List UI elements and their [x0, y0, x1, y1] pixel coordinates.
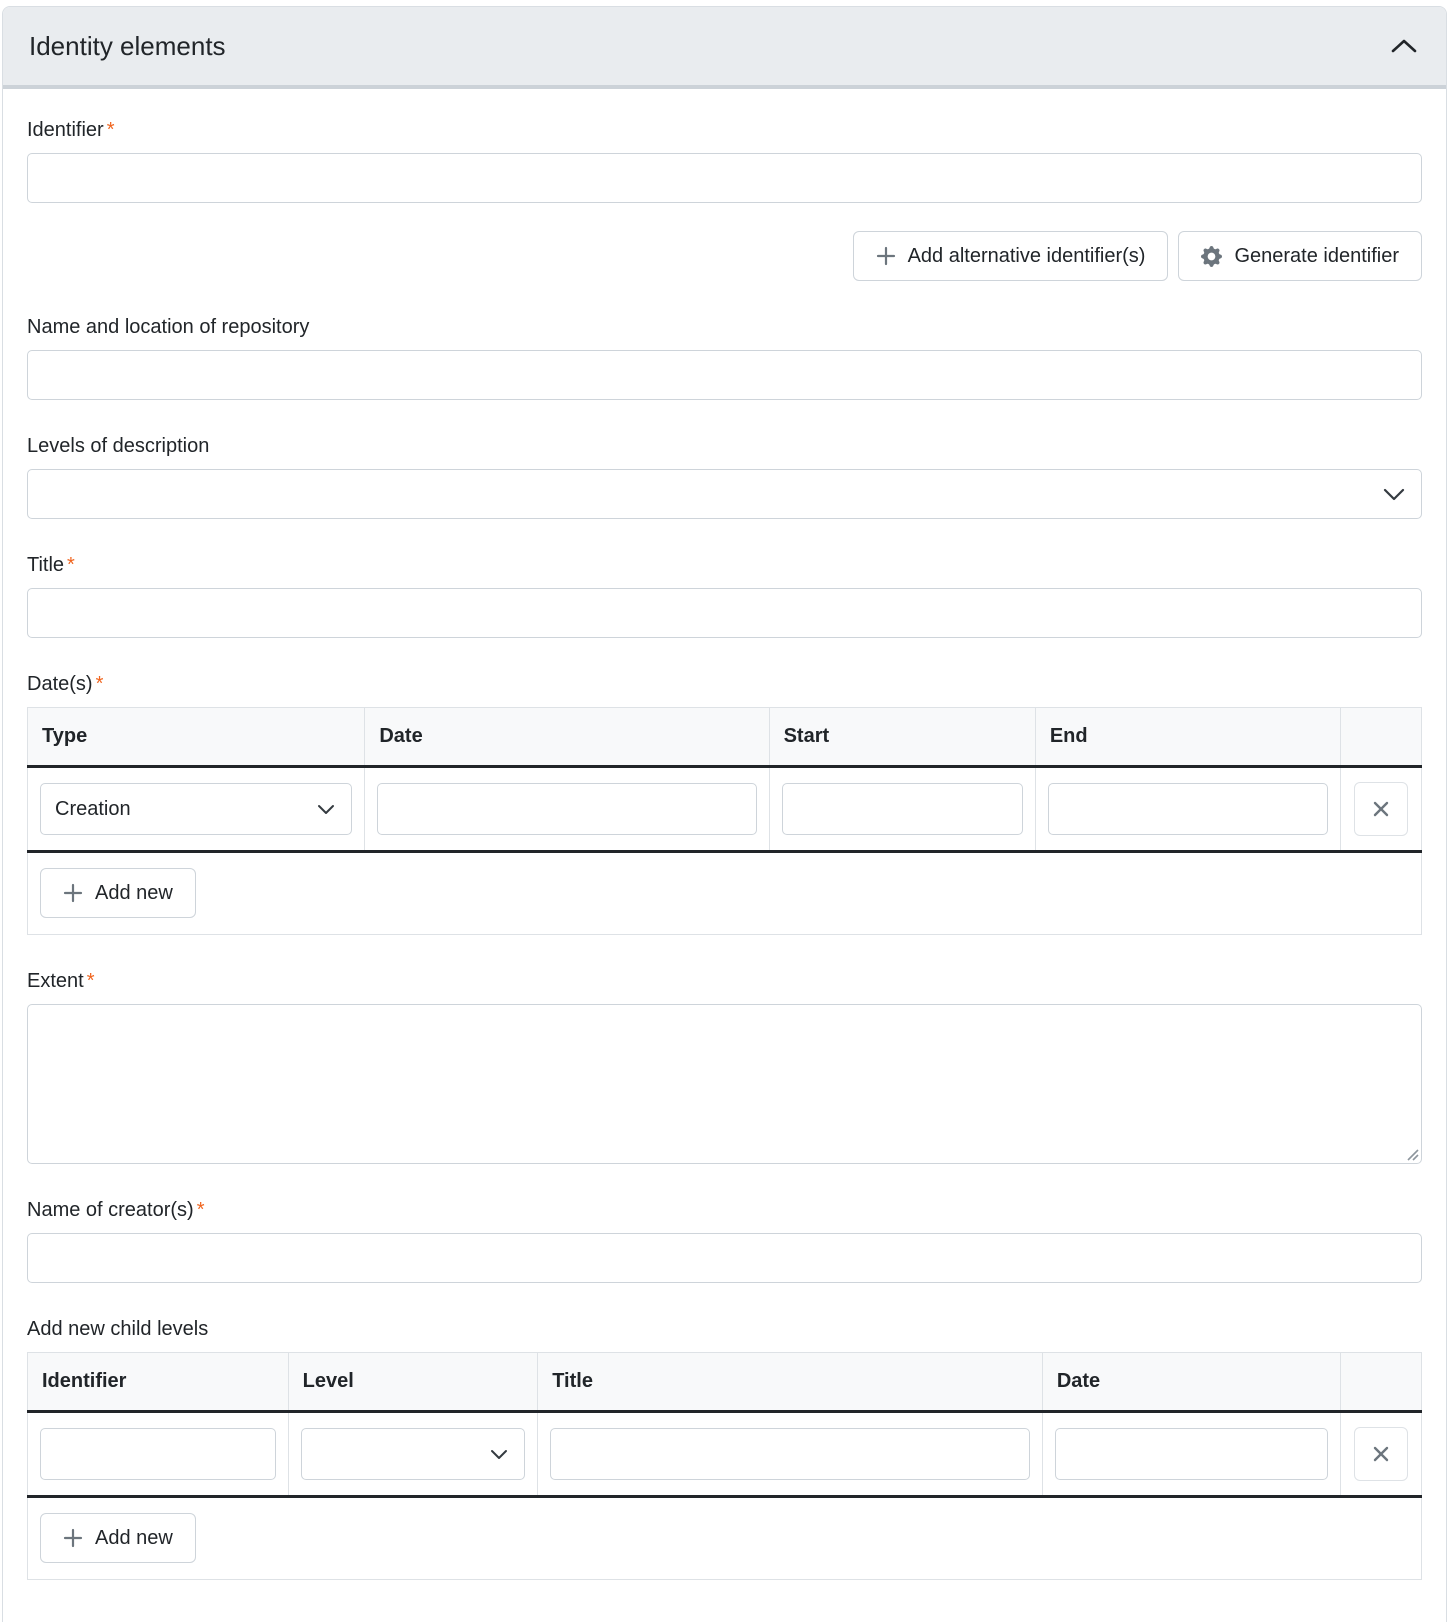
plus-icon: [876, 246, 896, 266]
title-group: [27, 554, 1422, 638]
chevron-down-icon: [490, 1449, 508, 1460]
required-asterisk: *: [67, 554, 75, 576]
dates-header-end: End: [1035, 708, 1340, 767]
creators-input[interactable]: [27, 1233, 1422, 1283]
dates-add-new-button[interactable]: Add new: [40, 868, 196, 918]
panel-body: [3, 89, 1446, 1620]
repository-group: [27, 316, 1422, 400]
panel-header-toggle[interactable]: [3, 7, 1446, 89]
required-asterisk: *: [106, 119, 115, 141]
date-type-select[interactable]: Creation: [40, 783, 352, 835]
child-levels-header-row: [28, 1353, 1422, 1412]
extent-label: Extent *: [27, 970, 95, 992]
generate-identifier-button[interactable]: Generate identifier: [1178, 231, 1422, 281]
plus-icon: [63, 883, 83, 903]
child-levels-table: [27, 1352, 1422, 1580]
required-asterisk: *: [86, 970, 95, 992]
date-end-input[interactable]: [1048, 783, 1328, 835]
child-title-input[interactable]: [550, 1428, 1030, 1480]
child-header-level: Level: [288, 1353, 538, 1412]
child-levels-add-new-button[interactable]: Add new: [40, 1513, 196, 1563]
dates-table-row: [28, 767, 1422, 852]
child-identifier-input[interactable]: [40, 1428, 276, 1480]
gear-icon: [1201, 246, 1222, 267]
repository-label: Name and location of repository: [27, 316, 310, 338]
chevron-down-icon: [317, 804, 335, 815]
levels-of-description-select[interactable]: [27, 469, 1422, 519]
x-icon: [1371, 1444, 1391, 1464]
child-levels-footer-row: [28, 1497, 1422, 1580]
required-asterisk: *: [95, 673, 104, 695]
extent-group: [27, 970, 1422, 1164]
add-alternative-identifiers-button[interactable]: Add alternative identifier(s): [853, 231, 1169, 281]
child-header-actions: [1341, 1353, 1422, 1412]
page-title: Identity elements: [29, 30, 226, 61]
dates-table: [27, 707, 1422, 935]
identifier-actions: [27, 231, 1422, 281]
dates-table-footer-row: [28, 852, 1422, 935]
levels-of-description-group: [27, 435, 1422, 519]
child-levels-table-row: [28, 1412, 1422, 1497]
child-levels-label: Add new child levels: [27, 1318, 209, 1340]
child-level-select[interactable]: [301, 1428, 526, 1480]
date-display-input[interactable]: [377, 783, 756, 835]
identifier-input[interactable]: [27, 153, 1422, 203]
plus-icon: [63, 1528, 83, 1548]
identity-elements-panel: [2, 6, 1447, 1622]
dates-group: [27, 673, 1422, 935]
dates-label: Date(s) *: [27, 673, 104, 695]
dates-header-date: Date: [365, 708, 769, 767]
creators-group: [27, 1199, 1422, 1283]
dates-header-type: Type: [28, 708, 365, 767]
extent-textarea[interactable]: [27, 1004, 1422, 1164]
child-date-input[interactable]: [1055, 1428, 1328, 1480]
child-levels-group: [27, 1318, 1422, 1580]
title-input[interactable]: [27, 588, 1422, 638]
child-header-identifier: Identifier: [28, 1353, 289, 1412]
levels-of-description-label: Levels of description: [27, 435, 210, 457]
delete-child-row-button[interactable]: [1354, 1427, 1408, 1481]
child-header-date: Date: [1042, 1353, 1340, 1412]
creators-label: Name of creator(s) *: [27, 1199, 205, 1221]
repository-input[interactable]: [27, 350, 1422, 400]
title-label: Title *: [27, 554, 75, 576]
dates-header-start: Start: [769, 708, 1035, 767]
x-icon: [1371, 799, 1391, 819]
identifier-group: [27, 119, 1422, 281]
dates-table-header-row: [28, 708, 1422, 767]
date-start-input[interactable]: [782, 783, 1023, 835]
chevron-up-icon: [1390, 38, 1418, 54]
child-header-title: Title: [538, 1353, 1043, 1412]
required-asterisk: *: [196, 1199, 205, 1221]
delete-date-row-button[interactable]: [1354, 782, 1408, 836]
chevron-down-icon: [1383, 488, 1405, 501]
resize-handle-icon[interactable]: [1405, 1147, 1419, 1161]
dates-header-actions: [1341, 708, 1422, 767]
identifier-label: Identifier *: [27, 119, 115, 141]
